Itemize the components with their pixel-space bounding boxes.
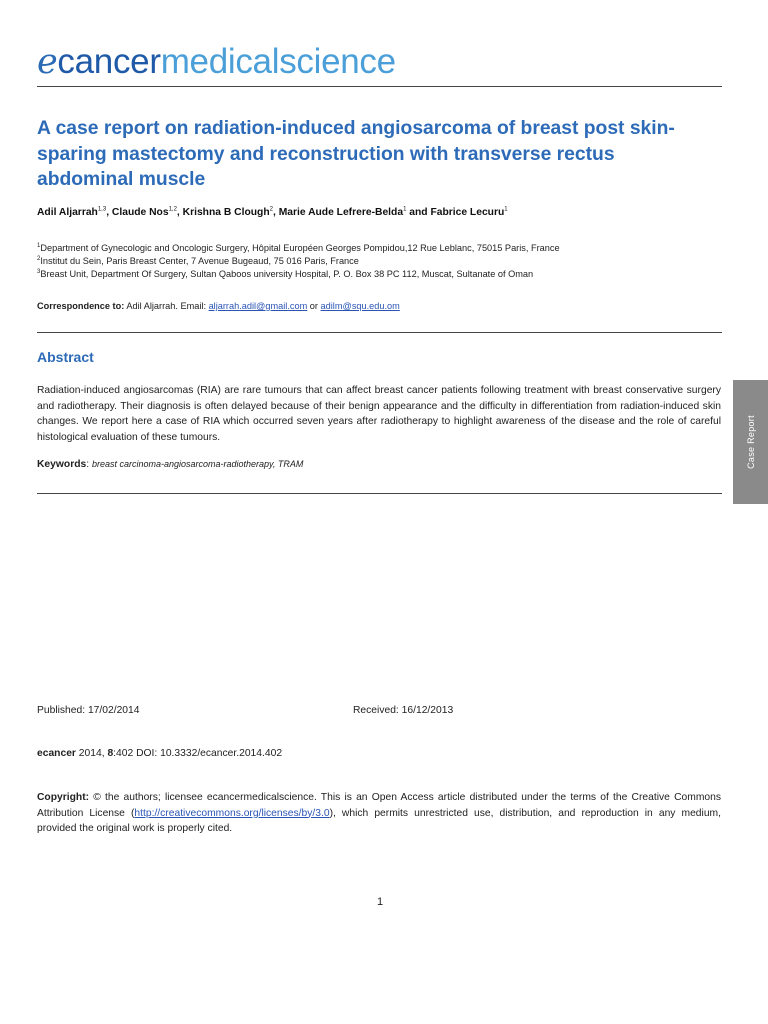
article-title: A case report on radiation-induced angiosarcoma of breast post skin-sparing mastectomy and reconstruction with transverse rectus abdominal muscle [37, 118, 675, 190]
header-rule [37, 86, 722, 87]
citation [37, 748, 282, 759]
author-affil-sup: 1 [504, 206, 508, 213]
received-date: Received: 16/12/2013 [353, 705, 454, 716]
affiliation-text: Institut du Sein, Paris Breast Center, 7 Avenue Bugeaud, 75 016 Paris, France [40, 256, 359, 266]
logo-e: e [37, 42, 58, 82]
affiliation-sup: 1 [37, 242, 41, 249]
keywords-text: breast carcinoma-angiosarcoma-radiotherapy, TRAM [91, 459, 304, 469]
author: Claude Nos [111, 207, 169, 218]
author-sep: and [406, 207, 431, 218]
keywords-label: Keywords [37, 459, 87, 470]
page-number: 1 [376, 896, 384, 908]
case-report-side-tab [733, 380, 768, 504]
correspondence-or: or [307, 301, 321, 311]
affiliation-text: Breast Unit, Department Of Surgery, Sultan Qaboos university Hospital, P. O. Box 38 PC 112, Muscat, Sultanate of Oman [40, 269, 534, 279]
affiliation [37, 255, 359, 268]
copyright-text-end: ), which permits unrestricted use, distribution, and reproduction in any medium, provided the original work is properly cited. [37, 807, 721, 834]
copyright-notice [37, 790, 721, 837]
section-rule [37, 332, 722, 333]
affiliation-text: Department of Gynecologic and Oncologic Surgery, Hôpital Européen Georges Pompidou,12 Rue Leblanc, 75015 Paris, France [40, 243, 560, 253]
author-affil-sup: 1,3 [97, 206, 107, 213]
affiliation-sup: 3 [37, 268, 41, 275]
correspondence-text: Adil Aljarrah. Email: [124, 301, 209, 311]
author: Adil Aljarrah [37, 207, 98, 218]
published-date: Published: 17/02/2014 [37, 705, 140, 716]
side-tab-label: Case Report [745, 415, 756, 469]
affiliation [37, 268, 533, 281]
affiliation-sup: 2 [37, 255, 41, 262]
logo-cancer: cancer [57, 42, 161, 81]
author: Krishna B Clough [182, 207, 270, 218]
author-affil-sup: 1,2 [168, 206, 177, 213]
citation-volume: 8 [107, 748, 114, 759]
correspondence-label: Correspondence to: [37, 301, 125, 311]
author-list [37, 207, 508, 218]
email-link-1[interactable]: aljarrah.adil@gmail.com [208, 301, 308, 311]
author-sep: , [176, 207, 183, 218]
keywords: Keywords: breast carcinoma-angiosarcoma-radiotherapy, TRAM [37, 459, 304, 470]
citation-year: 2014, [75, 748, 108, 759]
abstract-heading: Abstract [37, 349, 94, 365]
license-link[interactable]: http://creativecommons.org/licenses/by/3.0 [134, 807, 330, 819]
author-affil-sup: 1 [403, 206, 407, 213]
email-link-2[interactable]: adilm@squ.edu.om [320, 301, 400, 311]
copyright-label: Copyright: [37, 792, 90, 803]
author-sep: , [272, 207, 279, 218]
logo-medicalscience: medicalscience [160, 42, 396, 81]
author-affil-sup: 2 [269, 206, 273, 213]
affiliation [37, 242, 560, 255]
correspondence [37, 301, 400, 311]
copyright-text: © the authors; licensee ecancermedicalscience. This is an Open Access article distributed under the terms of the Creative Commons Attribution License ( [37, 792, 721, 819]
author: Marie Aude Lefrere-Belda [278, 207, 404, 218]
journal-logo [37, 44, 396, 80]
author: Fabrice Lecuru [430, 207, 505, 218]
citation-doi: :402 DOI: 10.3332/ecancer.2014.402 [113, 748, 283, 759]
author-sep: , [106, 207, 112, 218]
citation-journal: ecancer [37, 748, 76, 759]
section-rule [37, 493, 722, 494]
abstract-text: Radiation-induced angiosarcomas (RIA) are rare tumours that can affect breast cancer patients following treatment with breast conservative surgery and radiotherapy. Their diagnosis is often delayed because of their benign appearance and the difficulty in differentiation from radiation-induced skin changes. We report here a case of RIA which occurred seven years after radiotherapy to highlight awareness of the disease and the role of careful histological evaluation of these tumours. [37, 385, 721, 443]
